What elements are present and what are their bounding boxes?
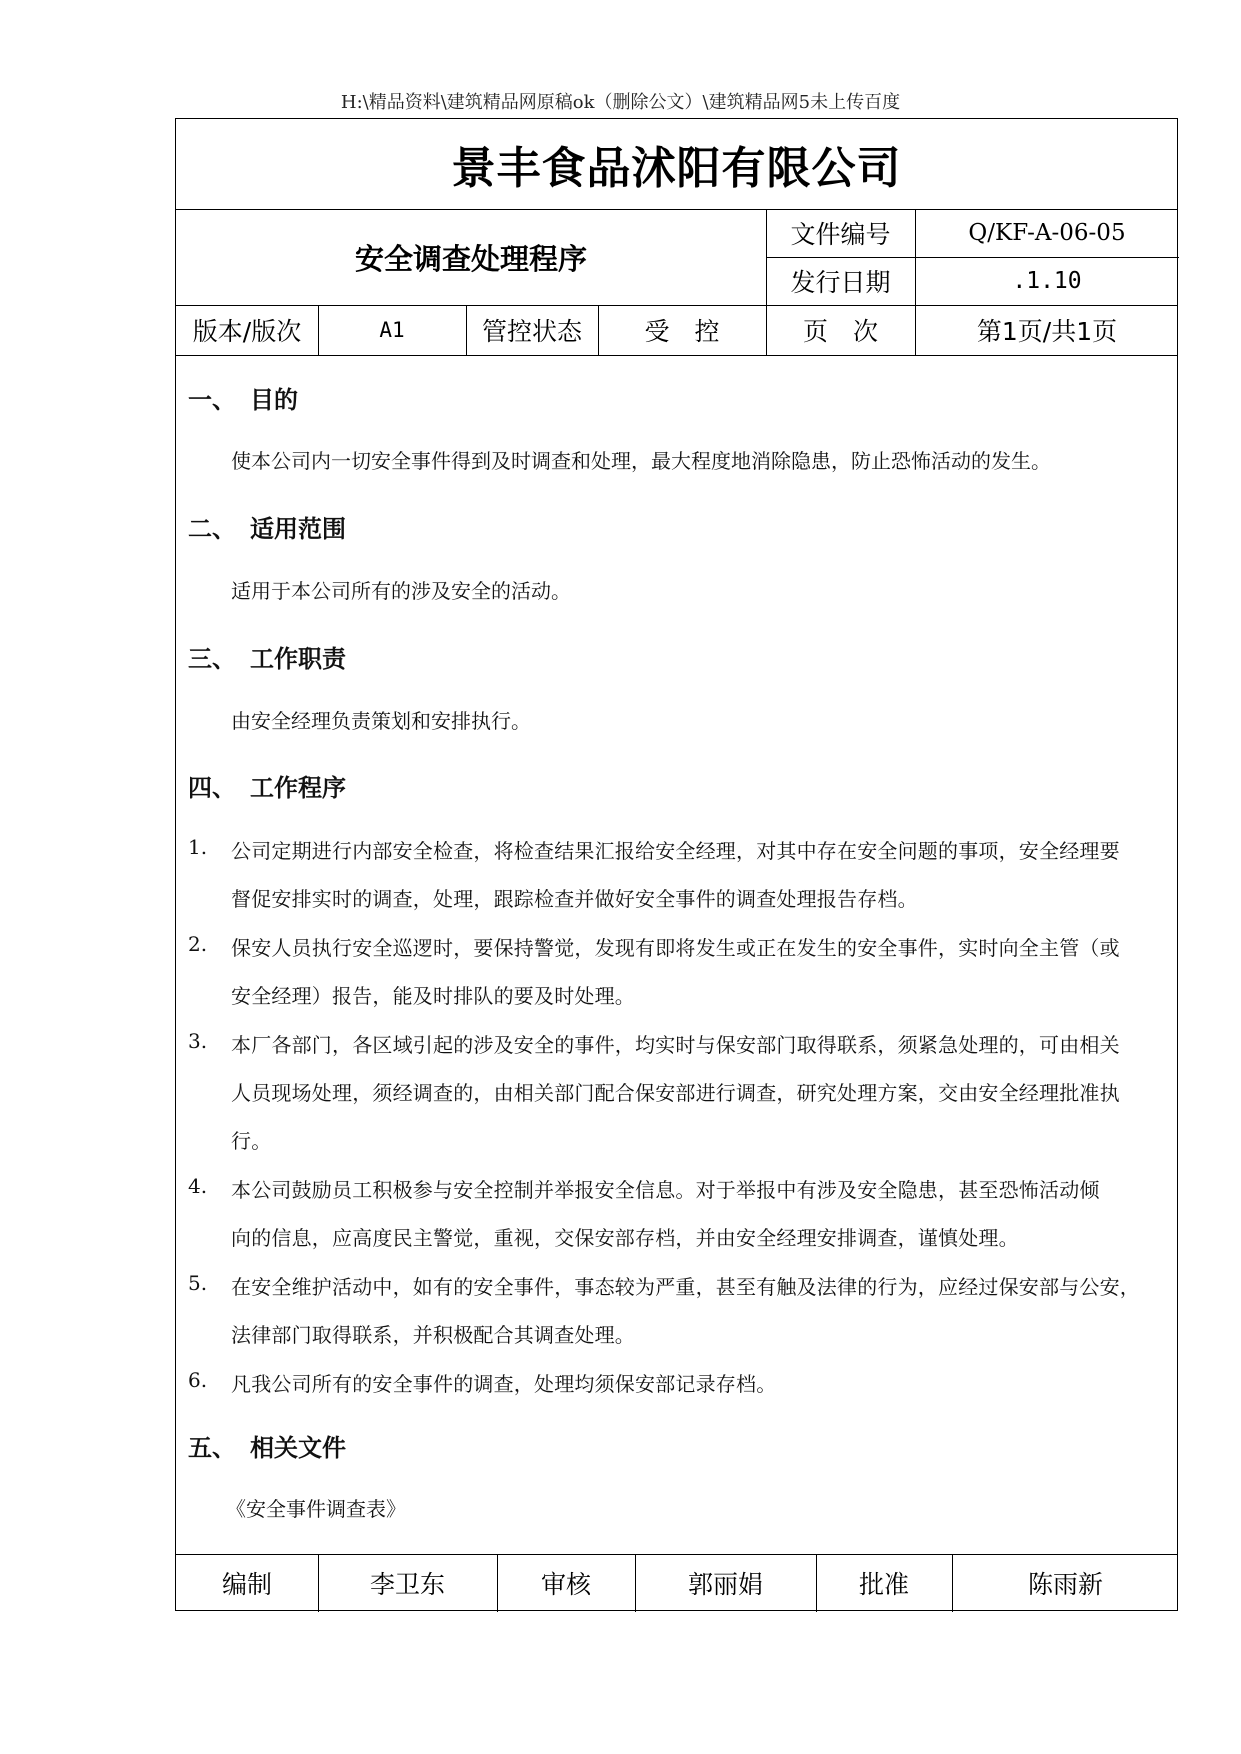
list-item-line: 公司定期进行内部安全检查，将检查结果汇报给安全经理，对其中存在安全问题的事项，安全经理要 bbox=[231, 839, 1120, 863]
section-number: 一、 bbox=[188, 386, 236, 414]
list-item-number: 3. bbox=[188, 1029, 208, 1053]
list-item-number: 1. bbox=[188, 835, 208, 859]
approved-by-name: 陈雨新 bbox=[1027, 1570, 1103, 1599]
rule bbox=[176, 355, 1177, 356]
doc-no-value: Q/KF-A-06-05 bbox=[968, 220, 1126, 246]
section-text: 由安全经理负责策划和安排执行。 bbox=[231, 709, 531, 733]
list-item-line: 保安人员执行安全巡逻时，要保持警觉，发现有即将发生或正在发生的安全事件，实时向全主管（或 bbox=[231, 936, 1120, 960]
document-frame bbox=[175, 118, 1178, 1611]
list-item-line: 督促安排实时的调查，处理，跟踪检查并做好安全事件的调查处理报告存档。 bbox=[231, 887, 918, 911]
list-item-number: 5. bbox=[188, 1271, 208, 1295]
section-text: 使本公司内一切安全事件得到及时调查和处理，最大程度地消除隐患，防止恐怖活动的发生。 bbox=[231, 449, 1051, 473]
file-path-header: H:\精品资料\建筑精品网原稿ok（删除公文）\建筑精品网5未上传百度 bbox=[340, 92, 901, 113]
list-item-line: 在安全维护活动中，如有的安全事件，事态较为严重，甚至有触及法律的行为，应经过保安部与公安， bbox=[231, 1275, 1140, 1299]
section-title: 工作程序 bbox=[250, 774, 346, 802]
reviewed-by-name: 郭丽娟 bbox=[687, 1570, 763, 1599]
list-item-line: 向的信息，应高度民主警觉，重视，交保安部存档，并由安全经理安排调查，谨慎处理。 bbox=[231, 1226, 1019, 1250]
prepared-by-label: 编制 bbox=[221, 1570, 272, 1599]
list-item-number: 6. bbox=[188, 1368, 208, 1392]
section-number: 四、 bbox=[188, 774, 236, 802]
section-title: 相关文件 bbox=[250, 1434, 346, 1462]
section-text: 《安全事件调查表》 bbox=[226, 1497, 406, 1521]
issue-date-value: .1.10 bbox=[1012, 268, 1082, 294]
approved-by-label: 批准 bbox=[858, 1570, 909, 1599]
section-heading-purpose bbox=[188, 380, 298, 415]
doc-no-label: 文件编号 bbox=[790, 220, 891, 249]
section-heading-duties bbox=[188, 639, 346, 674]
reviewed-by-label: 审核 bbox=[540, 1570, 591, 1599]
list-item-line: 凡我公司所有的安全事件的调查，处理均须保安部记录存档。 bbox=[231, 1372, 777, 1396]
control-status-value: 受 控 bbox=[644, 317, 720, 346]
section-heading-scope bbox=[188, 509, 346, 544]
list-item-line: 本公司鼓励员工积极参与安全控制并举报安全信息。对于举报中有涉及安全隐患，甚至恐怖活动倾 bbox=[231, 1178, 1100, 1202]
section-text: 适用于本公司所有的涉及安全的活动。 bbox=[231, 579, 571, 603]
list-item-line: 行。 bbox=[231, 1129, 272, 1153]
list-item-number: 4. bbox=[188, 1174, 208, 1198]
list-item-line: 本厂各部门，各区域引起的涉及安全的事件，均实时与保安部门取得联系，须紧急处理的，可由相关 bbox=[231, 1033, 1120, 1057]
list-item-number: 2. bbox=[188, 932, 208, 956]
prepared-by-name: 李卫东 bbox=[369, 1570, 445, 1599]
section-number: 三、 bbox=[188, 645, 236, 673]
section-heading-related-docs bbox=[188, 1428, 346, 1463]
list-item-line: 人员现场处理，须经调查的，由相关部门配合保安部进行调查，研究处理方案，交由安全经理批准执 bbox=[231, 1081, 1120, 1105]
document-title: 安全调查处理程序 bbox=[354, 241, 587, 276]
version-label: 版本/版次 bbox=[192, 317, 302, 346]
section-title: 工作职责 bbox=[250, 645, 346, 673]
section-title: 适用范围 bbox=[250, 515, 346, 543]
control-status-label: 管控状态 bbox=[481, 317, 582, 346]
section-number: 五、 bbox=[188, 1434, 236, 1462]
list-item-line: 安全经理）报告，能及时排队的要及时处理。 bbox=[231, 984, 635, 1008]
section-title: 目的 bbox=[250, 386, 298, 414]
page-value: 第1页/共1页 bbox=[976, 317, 1118, 346]
company-name: 景丰食品沭阳有限公司 bbox=[451, 143, 902, 194]
page-label: 页 次 bbox=[802, 317, 878, 346]
section-heading-procedure bbox=[188, 768, 346, 803]
issue-date-label: 发行日期 bbox=[790, 268, 891, 297]
list-item-line: 法律部门取得联系，并积极配合其调查处理。 bbox=[231, 1323, 635, 1347]
version-value: A1 bbox=[379, 318, 405, 342]
section-number: 二、 bbox=[188, 515, 236, 543]
